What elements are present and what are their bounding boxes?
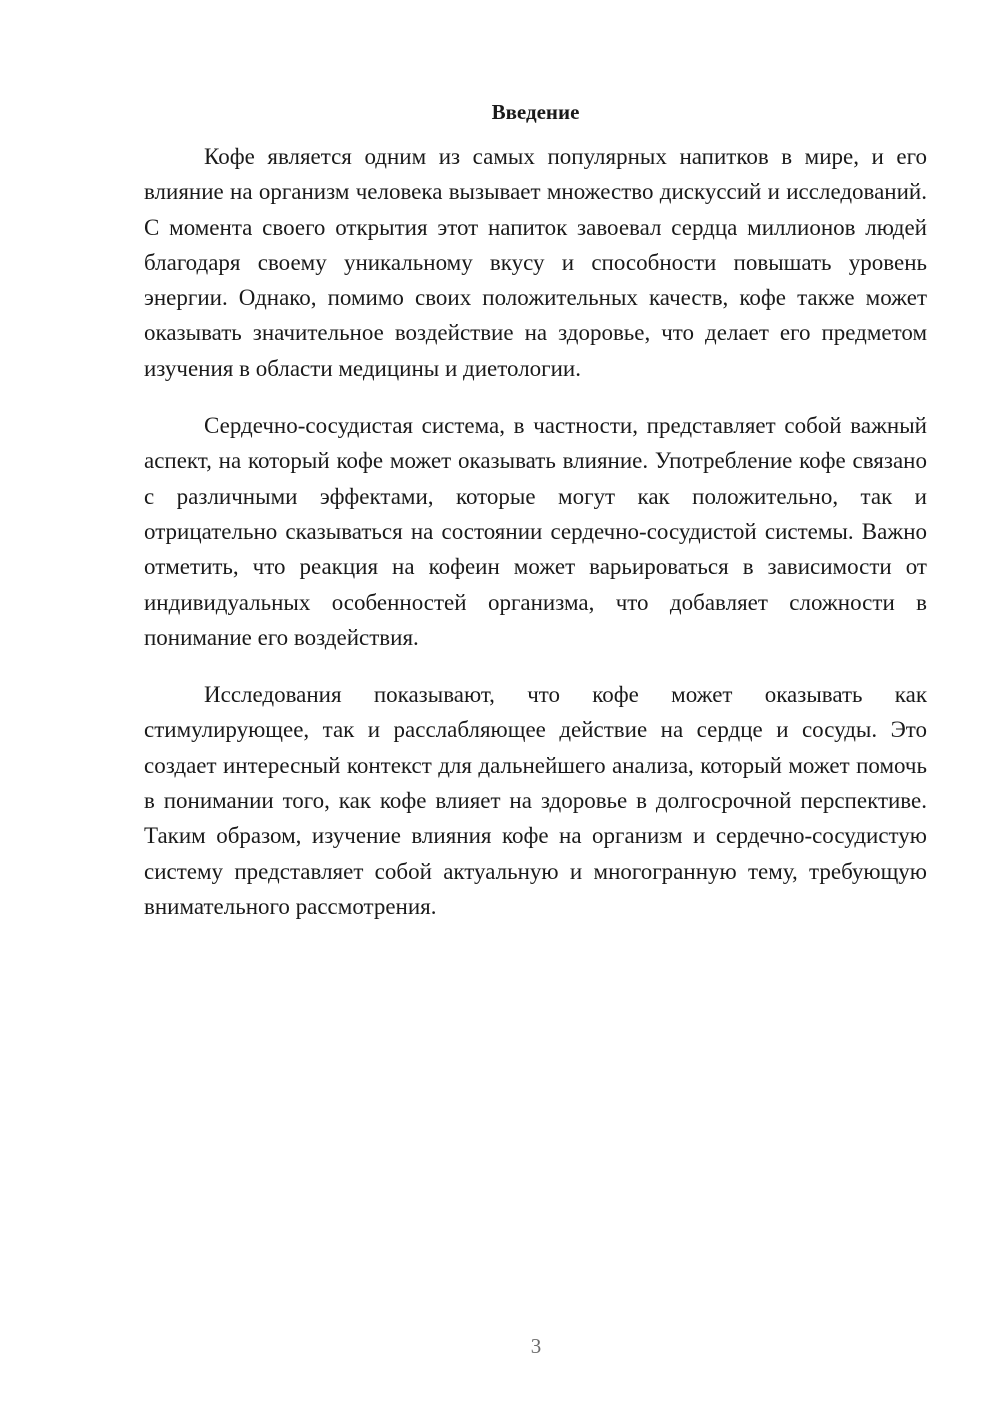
section-heading: Введение	[491, 100, 580, 124]
page-number: 3	[530, 1334, 542, 1358]
paragraph-3: Исследования показывают, что кофе может оказывать как стимулирующее, так и расслабляющее действие на сердце и сосуды. Это создает интересный контекст для дальнейшего анализа, который может помочь в понимании того, как кофе влияет на здоровье в долгосрочной перспективе. Таким образом, изучение влияния кофе на организм и сердечно-сосудистую систему представляет собой актуальную и многогранную тему, требующую внимательного рассмотрения.	[144, 682, 927, 919]
paragraph-2: Сердечно-сосудистая система, в частности, представляет собой важный аспект, на который кофе может оказывать влияние. Употребление кофе связано с различными эффектами, которые могут как положительно, так и отрицательно сказываться на состоянии сердечно-сосудистой системы. Важно отметить, что реакция на кофеин может варьироваться в зависимости от индивидуальных особенностей организма, что добавляет сложности в понимание его воздействия.	[144, 413, 927, 650]
paragraph-1: Кофе является одним из самых популярных напитков в мире, и его влияние на организм человека вызывает множество дискуссий и исследований. С момента своего открытия этот напиток завоевал сердца миллионов людей благодаря своему уникальному вкусу и способности повышать уровень энергии. Однако, помимо своих положительных качеств, кофе также может оказывать значительное воздействие на здоровье, что делает его предметом изучения в области медицины и диетологии.	[144, 144, 927, 381]
page-content	[144, 97, 927, 946]
